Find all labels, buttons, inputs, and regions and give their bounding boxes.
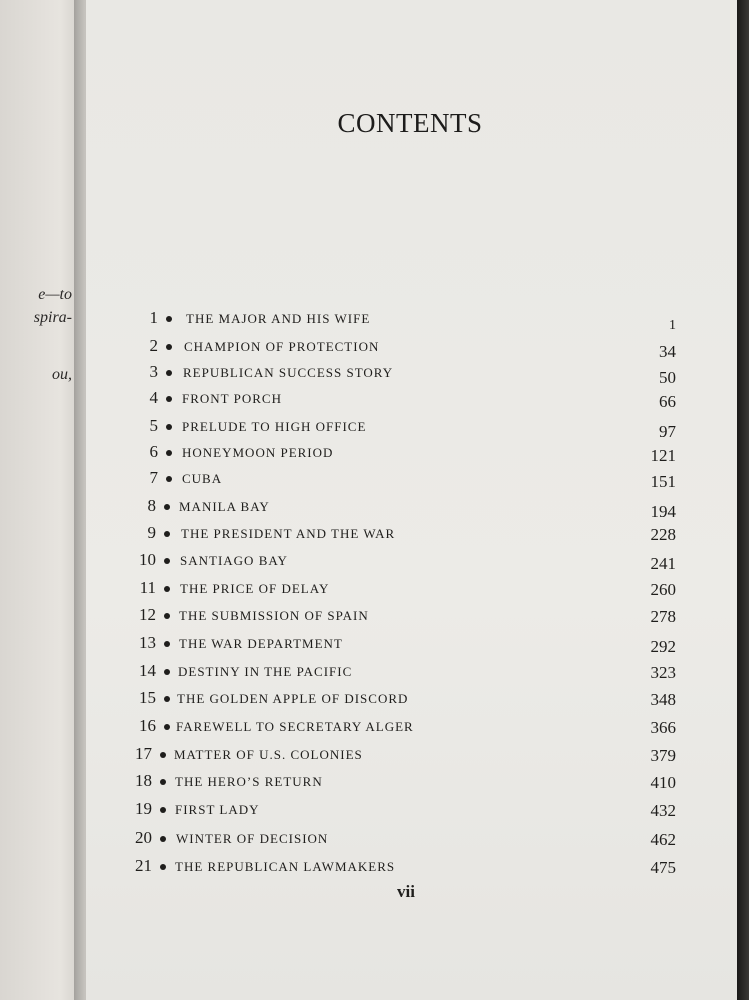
chapter-number: 6 bbox=[149, 442, 158, 461]
toc-entry bbox=[86, 580, 737, 606]
chapter-title: FAREWELL TO SECRETARY ALGER bbox=[176, 719, 414, 734]
chapter-page-number: 348 bbox=[650, 690, 676, 709]
bullet-icon bbox=[160, 864, 166, 870]
chapter-page-number: 228 bbox=[650, 525, 676, 544]
bullet-icon bbox=[160, 779, 166, 785]
toc-entry bbox=[86, 444, 737, 470]
chapter-title: PRELUDE TO HIGH OFFICE bbox=[182, 419, 367, 434]
chapter-number: 7 bbox=[149, 468, 158, 487]
chapter-number: 13 bbox=[139, 633, 156, 652]
chapter-number: 12 bbox=[139, 605, 156, 624]
chapter-page-number: 151 bbox=[650, 472, 676, 491]
bullet-icon bbox=[160, 752, 166, 758]
toc-entry bbox=[86, 718, 737, 744]
chapter-number: 1 bbox=[149, 308, 158, 327]
chapter-page-number: 410 bbox=[650, 773, 676, 792]
toc-entry bbox=[86, 830, 737, 856]
bullet-icon bbox=[164, 696, 170, 702]
chapter-page-number: 366 bbox=[650, 718, 676, 737]
chapter-page-number: 50 bbox=[659, 368, 676, 387]
chapter-page-number: 323 bbox=[650, 663, 676, 682]
bullet-icon bbox=[164, 724, 170, 730]
chapter-page-number: 379 bbox=[650, 746, 676, 765]
chapter-title: THE PRESIDENT AND THE WAR bbox=[181, 526, 396, 541]
bullet-icon bbox=[164, 531, 170, 537]
chapter-number: 3 bbox=[149, 362, 158, 381]
chapter-number: 16 bbox=[139, 716, 156, 735]
chapter-page-number: 260 bbox=[650, 580, 676, 599]
contents-page bbox=[86, 0, 737, 1000]
chapter-page-number: 432 bbox=[650, 801, 676, 820]
chapter-title: FIRST LADY bbox=[175, 802, 260, 817]
chapter-title: THE PRICE OF DELAY bbox=[180, 581, 330, 596]
toc-entry bbox=[86, 801, 737, 827]
bullet-icon bbox=[166, 450, 172, 456]
chapter-number: 9 bbox=[147, 523, 156, 542]
chapter-title: THE REPUBLICAN LAWMAKERS bbox=[175, 859, 396, 874]
toc-entry bbox=[86, 635, 737, 661]
chapter-title: DESTINY IN THE PACIFIC bbox=[178, 664, 353, 679]
toc-entry bbox=[86, 418, 737, 444]
toc-entry bbox=[86, 525, 737, 551]
bullet-icon bbox=[166, 316, 172, 322]
toc-entry bbox=[86, 498, 737, 524]
chapter-page-number: 475 bbox=[650, 858, 676, 877]
chapter-page-number: 462 bbox=[650, 830, 676, 849]
toc-entry bbox=[86, 310, 737, 336]
bullet-icon bbox=[164, 504, 170, 510]
chapter-number: 14 bbox=[139, 661, 156, 680]
chapter-title: SANTIAGO BAY bbox=[180, 553, 288, 568]
toc-entry bbox=[86, 663, 737, 689]
chapter-title: CUBA bbox=[182, 471, 223, 486]
chapter-page-number: 97 bbox=[659, 422, 676, 441]
chapter-number: 2 bbox=[149, 336, 158, 355]
chapter-title: HONEYMOON PERIOD bbox=[182, 445, 334, 460]
left-page-fragment: ou, bbox=[52, 366, 72, 383]
chapter-title: FRONT PORCH bbox=[182, 391, 282, 406]
bullet-icon bbox=[164, 558, 170, 564]
chapter-number: 19 bbox=[135, 799, 152, 818]
page-title: CONTENTS bbox=[337, 108, 483, 138]
chapter-number: 11 bbox=[139, 578, 156, 597]
chapter-page-number: 278 bbox=[650, 607, 676, 626]
chapter-number: 21 bbox=[135, 856, 152, 875]
chapter-page-number: 1 bbox=[669, 318, 676, 333]
toc-entry bbox=[86, 773, 737, 799]
toc-entry bbox=[86, 470, 737, 496]
chapter-page-number: 34 bbox=[659, 342, 676, 361]
toc-entry bbox=[86, 338, 737, 364]
chapter-number: 18 bbox=[135, 771, 152, 790]
left-page-fragment: spira- bbox=[33, 309, 72, 326]
book-edge bbox=[737, 0, 749, 1000]
chapter-title: THE MAJOR AND HIS WIFE bbox=[186, 311, 371, 326]
bullet-icon bbox=[166, 344, 172, 350]
chapter-title: THE GOLDEN APPLE OF DISCORD bbox=[177, 691, 409, 706]
chapter-title: CHAMPION OF PROTECTION bbox=[184, 339, 380, 354]
toc-entry bbox=[86, 746, 737, 772]
chapter-page-number: 292 bbox=[650, 637, 676, 656]
chapter-title: WINTER OF DECISION bbox=[176, 831, 329, 846]
chapter-number: 8 bbox=[147, 496, 156, 515]
toc-entry bbox=[86, 552, 737, 578]
bullet-icon bbox=[164, 641, 170, 647]
bullet-icon bbox=[160, 807, 166, 813]
chapter-number: 15 bbox=[139, 688, 156, 707]
chapter-title: MANILA BAY bbox=[179, 499, 270, 514]
chapter-number: 10 bbox=[139, 550, 156, 569]
chapter-number: 5 bbox=[149, 416, 158, 435]
chapter-title: THE SUBMISSION OF SPAIN bbox=[179, 608, 369, 623]
chapter-page-number: 66 bbox=[659, 392, 676, 411]
chapter-title: THE HERO’S RETURN bbox=[175, 774, 323, 789]
bullet-icon bbox=[160, 836, 166, 842]
toc-entry bbox=[86, 364, 737, 390]
chapter-number: 4 bbox=[149, 388, 158, 407]
bullet-icon bbox=[164, 669, 170, 675]
bullet-icon bbox=[166, 370, 172, 376]
toc-entry bbox=[86, 607, 737, 633]
bullet-icon bbox=[166, 424, 172, 430]
chapter-number: 17 bbox=[135, 744, 152, 763]
bullet-icon bbox=[164, 613, 170, 619]
bullet-icon bbox=[166, 476, 172, 482]
bullet-icon bbox=[164, 586, 170, 592]
chapter-title: REPUBLICAN SUCCESS STORY bbox=[183, 365, 394, 380]
chapter-page-number: 121 bbox=[650, 446, 676, 465]
bullet-icon bbox=[166, 396, 172, 402]
toc-entry bbox=[86, 858, 737, 884]
chapter-title: THE WAR DEPARTMENT bbox=[179, 636, 343, 651]
chapter-number: 20 bbox=[135, 828, 152, 847]
chapter-title: MATTER OF U.S. COLONIES bbox=[174, 747, 363, 762]
toc-entry bbox=[86, 690, 737, 716]
chapter-page-number: 241 bbox=[650, 554, 676, 573]
left-page-fragment: e—to bbox=[38, 286, 72, 303]
page-folio: vii bbox=[397, 882, 415, 901]
toc-entry bbox=[86, 390, 737, 416]
chapter-page-number: 194 bbox=[650, 502, 676, 521]
